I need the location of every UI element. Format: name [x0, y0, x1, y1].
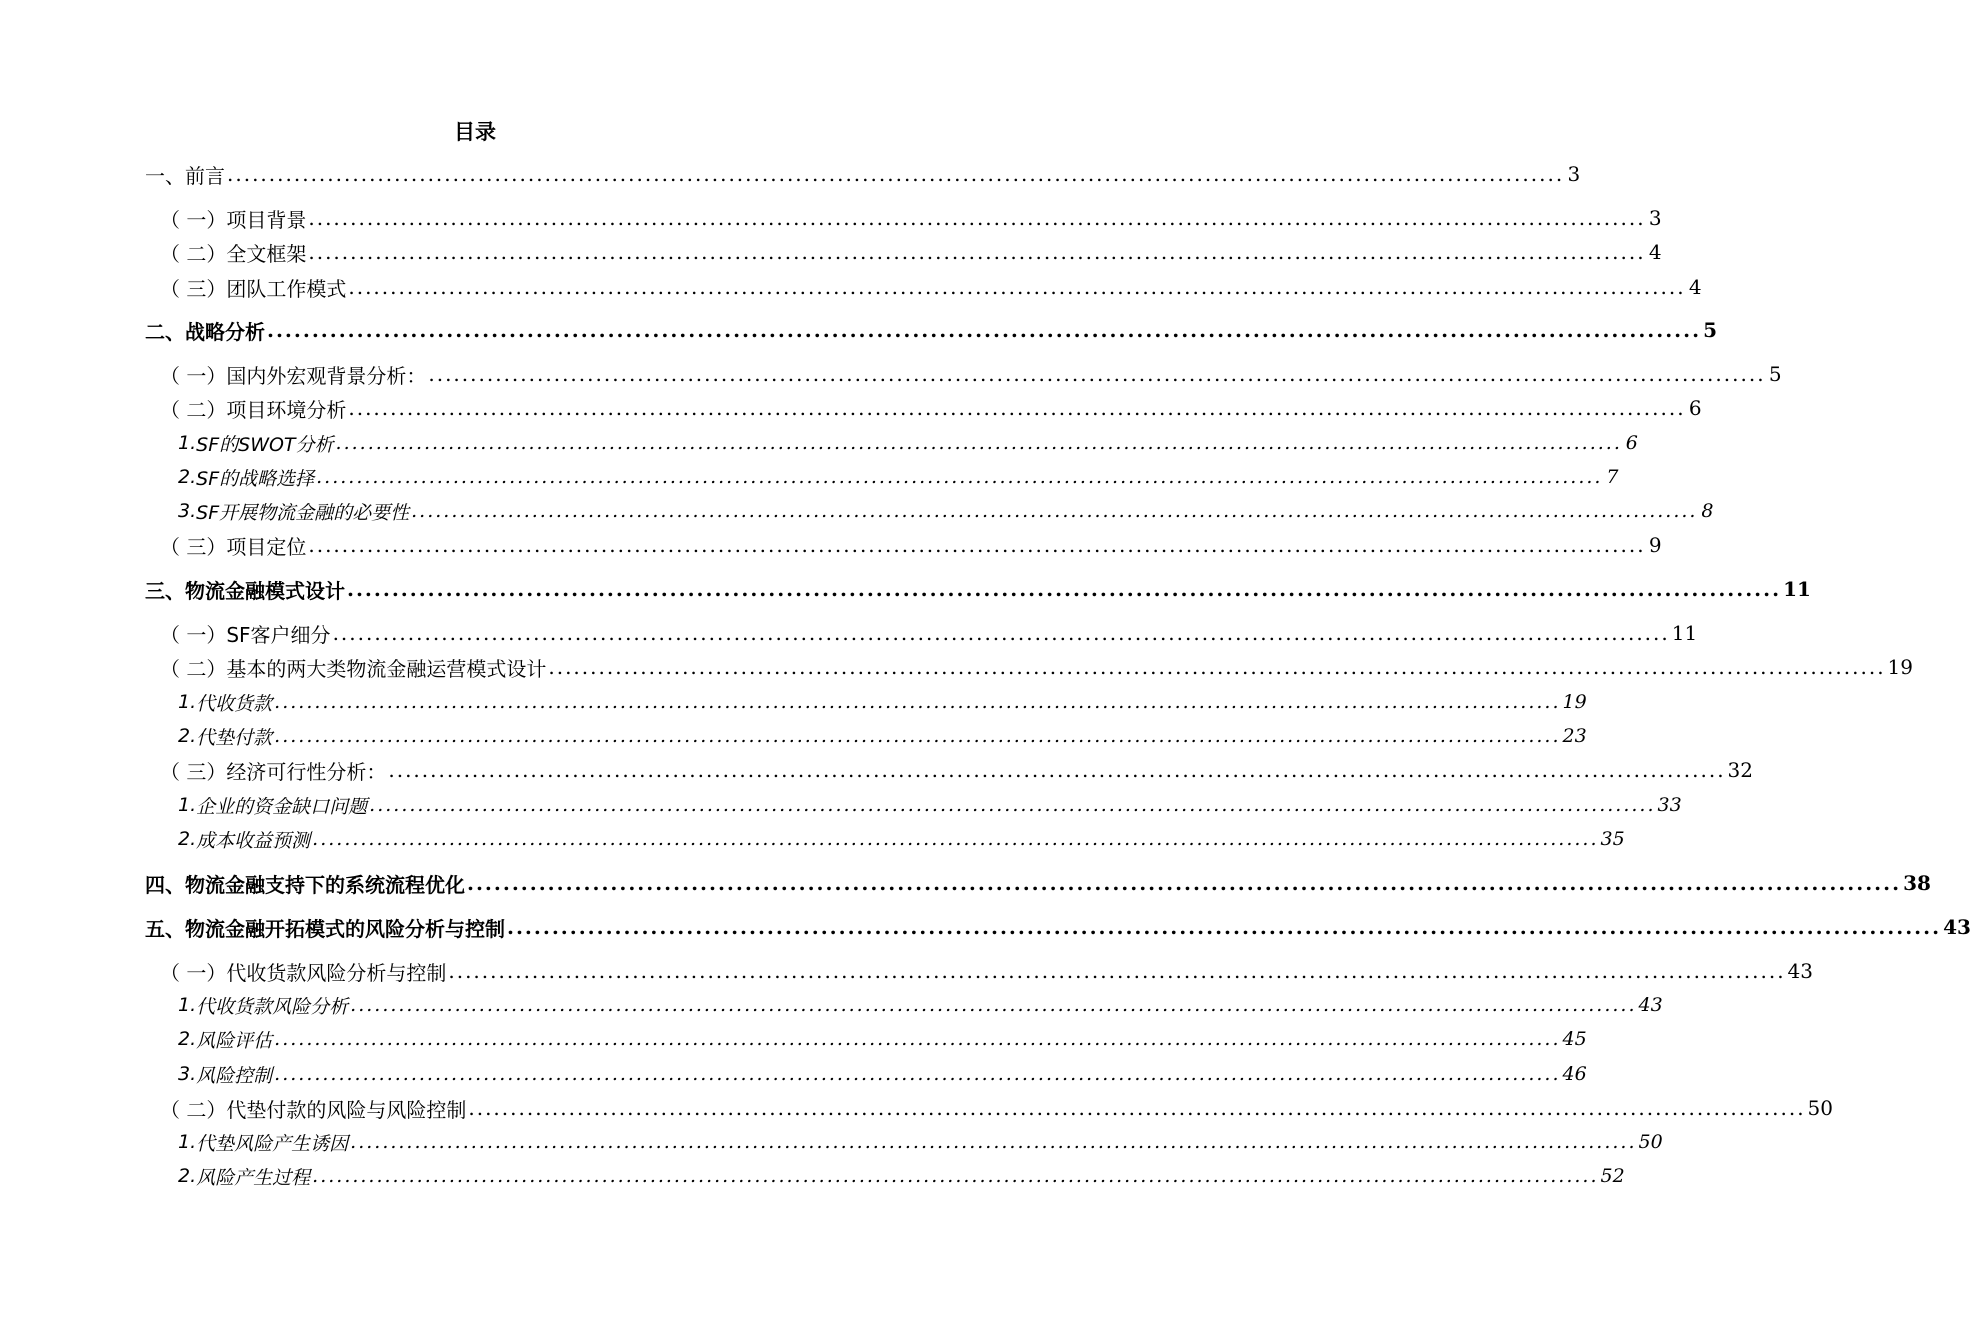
- toc-entry-number: 1.: [178, 432, 197, 454]
- toc-entry-page: 50: [1807, 1096, 1833, 1120]
- dot-leader: ................................................................................................................................................................: [411, 500, 1698, 522]
- dot-leader: ................................................................................................................................................................: [308, 533, 1646, 557]
- toc-entry-text: 物流金融模式设计: [185, 578, 345, 603]
- toc-entry-page: 11: [1783, 577, 1811, 601]
- toc-entry[interactable]: [0, 528, 1662, 562]
- toc-entry-number: （ 三）: [160, 534, 227, 559]
- toc-entry-number: 2.: [178, 466, 197, 488]
- toc-entry-text: 代收货款风险分析与控制: [226, 960, 447, 985]
- toc-entry-number: （ 一）: [160, 207, 227, 232]
- dot-leader: ................................................................................................................................................................: [369, 794, 1656, 816]
- toc-entry-number: 1.: [178, 994, 197, 1016]
- toc-entry-text: SF客户细分: [226, 622, 331, 647]
- dot-leader: ................................................................................................................................................................: [335, 432, 1622, 454]
- toc-entry[interactable]: [0, 313, 1718, 347]
- toc-entry-page: 33: [1657, 794, 1682, 816]
- dot-leader: ................................................................................................................................................................: [448, 959, 1786, 983]
- toc-entry-page: 6: [1688, 396, 1702, 420]
- dot-leader: ................................................................................................................................................................: [348, 275, 1686, 299]
- toc-entry[interactable]: [0, 426, 1638, 460]
- toc-entry[interactable]: [0, 572, 1811, 606]
- toc-entry-page: 19: [1887, 655, 1913, 679]
- toc-entry-page: 8: [1701, 500, 1714, 522]
- dot-leader: ................................................................................................................................................................: [347, 577, 1782, 601]
- toc-entry[interactable]: [0, 822, 1625, 856]
- toc-entry-number: （ 一）: [160, 960, 227, 985]
- toc-entry-number: （ 二）: [160, 397, 227, 422]
- toc-entry-number: 五、: [145, 916, 185, 941]
- toc-entry-number: 二、: [145, 319, 185, 344]
- toc-entry-text: 成本收益预测: [196, 829, 311, 852]
- toc-entry[interactable]: [0, 988, 1663, 1022]
- dot-leader: ................................................................................................................................................................: [274, 1063, 1561, 1085]
- toc-entry[interactable]: [0, 270, 1702, 304]
- toc-entry-page: 23: [1562, 725, 1587, 747]
- toc-entry-number: 一、: [145, 163, 185, 188]
- dot-leader: ................................................................................................................................................................: [274, 725, 1561, 747]
- toc-entry-text: 项目定位: [226, 534, 307, 559]
- toc-entry-page: 35: [1600, 828, 1625, 850]
- toc-title: 目录: [454, 120, 496, 144]
- toc-entry-text: 团队工作模式: [226, 276, 347, 301]
- toc-entry-text: 战略分析: [185, 319, 265, 344]
- toc-entry[interactable]: [0, 391, 1702, 425]
- toc-entry-page: 7: [1606, 466, 1619, 488]
- toc-entry-page: 50: [1638, 1131, 1663, 1153]
- dot-leader: ................................................................................................................................................................: [467, 871, 1902, 895]
- toc-entry-number: 1.: [178, 1131, 197, 1153]
- toc-entry-text: 代垫付款: [196, 726, 273, 749]
- toc-entry[interactable]: [0, 866, 1931, 900]
- toc-entry-text: SF开展物流金融的必要性: [196, 501, 410, 524]
- toc-entry-number: （ 三）: [160, 276, 227, 301]
- dot-leader: ................................................................................................................................................................: [507, 915, 1942, 939]
- toc-entry-text: 前言: [185, 163, 225, 188]
- dot-leader: ................................................................................................................................................................: [227, 162, 1565, 186]
- toc-entry[interactable]: [0, 157, 1581, 191]
- toc-entry-number: （ 二）: [160, 241, 227, 266]
- toc-entry-page: 52: [1600, 1165, 1625, 1187]
- toc-entry[interactable]: [0, 650, 1913, 684]
- toc-entry-page: 9: [1648, 533, 1662, 557]
- toc-entry-number: （ 一）: [160, 363, 227, 388]
- toc-entry-page: 45: [1562, 1028, 1587, 1050]
- dot-leader: ................................................................................................................................................................: [348, 396, 1686, 420]
- toc-entry-page: 32: [1727, 758, 1753, 782]
- toc-entry-number: 2.: [178, 1165, 197, 1187]
- toc-entry-text: SF的战略选择: [196, 467, 315, 490]
- toc-entry-text: 风险评估: [196, 1029, 273, 1052]
- toc-entry-page: 19: [1562, 691, 1587, 713]
- toc-entry-text: 物流金融开拓模式的风险分析与控制: [185, 916, 505, 941]
- toc-entry-page: 6: [1625, 432, 1638, 454]
- dot-leader: ................................................................................................................................................................: [316, 466, 1603, 488]
- dot-leader: ................................................................................................................................................................: [312, 828, 1599, 850]
- toc-entry-text: 项目背景: [226, 207, 307, 232]
- toc-entry[interactable]: [0, 494, 1714, 528]
- toc-entry-number: 3.: [178, 1063, 197, 1085]
- toc-entry-number: 1.: [178, 691, 197, 713]
- toc-entry-text: 代垫风险产生诱因: [196, 1132, 349, 1155]
- toc-entry-number: （ 二）: [160, 656, 227, 681]
- toc-entry-number: （ 三）: [160, 759, 227, 784]
- toc-entry-text: 经济可行性分析：: [226, 759, 387, 784]
- dot-leader: ................................................................................................................................................................: [388, 758, 1726, 782]
- toc-entry[interactable]: [0, 460, 1619, 494]
- dot-leader: ................................................................................................................................................................: [332, 621, 1670, 645]
- toc-entry-text: 项目环境分析: [226, 397, 347, 422]
- toc-entry-number: （ 一）: [160, 622, 227, 647]
- toc-entry-page: 3: [1648, 206, 1662, 230]
- toc-entry-page: 3: [1567, 162, 1581, 186]
- toc-entry[interactable]: [0, 1159, 1625, 1193]
- toc-entry-text: 企业的资金缺口问题: [196, 795, 368, 818]
- dot-leader: ................................................................................................................................................................: [468, 1096, 1806, 1120]
- toc-entry-page: 43: [1943, 915, 1971, 939]
- toc-entry[interactable]: [0, 201, 1662, 235]
- toc-entry[interactable]: [0, 616, 1698, 650]
- dot-leader: ................................................................................................................................................................: [350, 1131, 1637, 1153]
- dot-leader: ................................................................................................................................................................: [267, 318, 1702, 342]
- dot-leader: ................................................................................................................................................................: [350, 994, 1637, 1016]
- toc-entry-page: 4: [1688, 275, 1702, 299]
- toc-entry[interactable]: [0, 685, 1587, 719]
- toc-entry-page: 43: [1638, 994, 1663, 1016]
- toc-entry[interactable]: [0, 719, 1587, 753]
- toc-entry-page: 43: [1787, 959, 1813, 983]
- toc-entry-page: 5: [1768, 362, 1782, 386]
- dot-leader: ................................................................................................................................................................: [548, 655, 1886, 679]
- toc-entry[interactable]: [0, 954, 1813, 988]
- dot-leader: ................................................................................................................................................................: [312, 1165, 1599, 1187]
- toc-entry[interactable]: [0, 1057, 1587, 1091]
- toc-entry[interactable]: [0, 753, 1753, 787]
- dot-leader: ................................................................................................................................................................: [428, 362, 1766, 386]
- toc-entry-text: 风险控制: [196, 1064, 273, 1087]
- toc-entry-text: SF的SWOT分析: [196, 433, 334, 456]
- toc-entry-text: 代收货款: [196, 692, 273, 715]
- toc-entry-text: 全文框架: [226, 241, 307, 266]
- toc-entry[interactable]: [0, 910, 1971, 944]
- toc-entry-text: 代收货款风险分析: [196, 995, 349, 1018]
- toc-entry-number: 1.: [178, 794, 197, 816]
- toc-entry[interactable]: [0, 788, 1682, 822]
- dot-leader: ................................................................................................................................................................: [308, 206, 1646, 230]
- toc-entry-number: 三、: [145, 578, 185, 603]
- toc-entry-text: 物流金融支持下的系统流程优化: [185, 872, 465, 897]
- toc-entry-page: 4: [1648, 240, 1662, 264]
- toc-entry-number: 2.: [178, 1028, 197, 1050]
- toc-entry-number: （ 二）: [160, 1097, 227, 1122]
- toc-entry-number: 2.: [178, 725, 197, 747]
- toc-entry-text: 代垫付款的风险与风险控制: [226, 1097, 467, 1122]
- toc-entry-number: 四、: [145, 872, 185, 897]
- dot-leader: ................................................................................................................................................................: [274, 691, 1561, 713]
- toc-entry[interactable]: [0, 1125, 1663, 1159]
- toc-entry[interactable]: [0, 357, 1782, 391]
- toc-entry-page: 5: [1703, 318, 1718, 342]
- toc-entry[interactable]: [0, 1022, 1587, 1056]
- dot-leader: ................................................................................................................................................................: [274, 1028, 1561, 1050]
- toc-entry-text: 基本的两大类物流金融运营模式设计: [226, 656, 547, 681]
- toc-entry-page: 46: [1562, 1063, 1587, 1085]
- dot-leader: ................................................................................................................................................................: [308, 240, 1646, 264]
- toc-entry-number: 3.: [178, 500, 197, 522]
- toc-entry-text: 风险产生过程: [196, 1166, 311, 1189]
- toc-entry-number: 2.: [178, 828, 197, 850]
- toc-entry-text: 国内外宏观背景分析：: [226, 363, 427, 388]
- toc-entry-page: 11: [1671, 621, 1698, 645]
- toc-entry-page: 38: [1903, 871, 1931, 895]
- toc-entry[interactable]: [0, 1091, 1833, 1125]
- toc-entry[interactable]: [0, 235, 1662, 269]
